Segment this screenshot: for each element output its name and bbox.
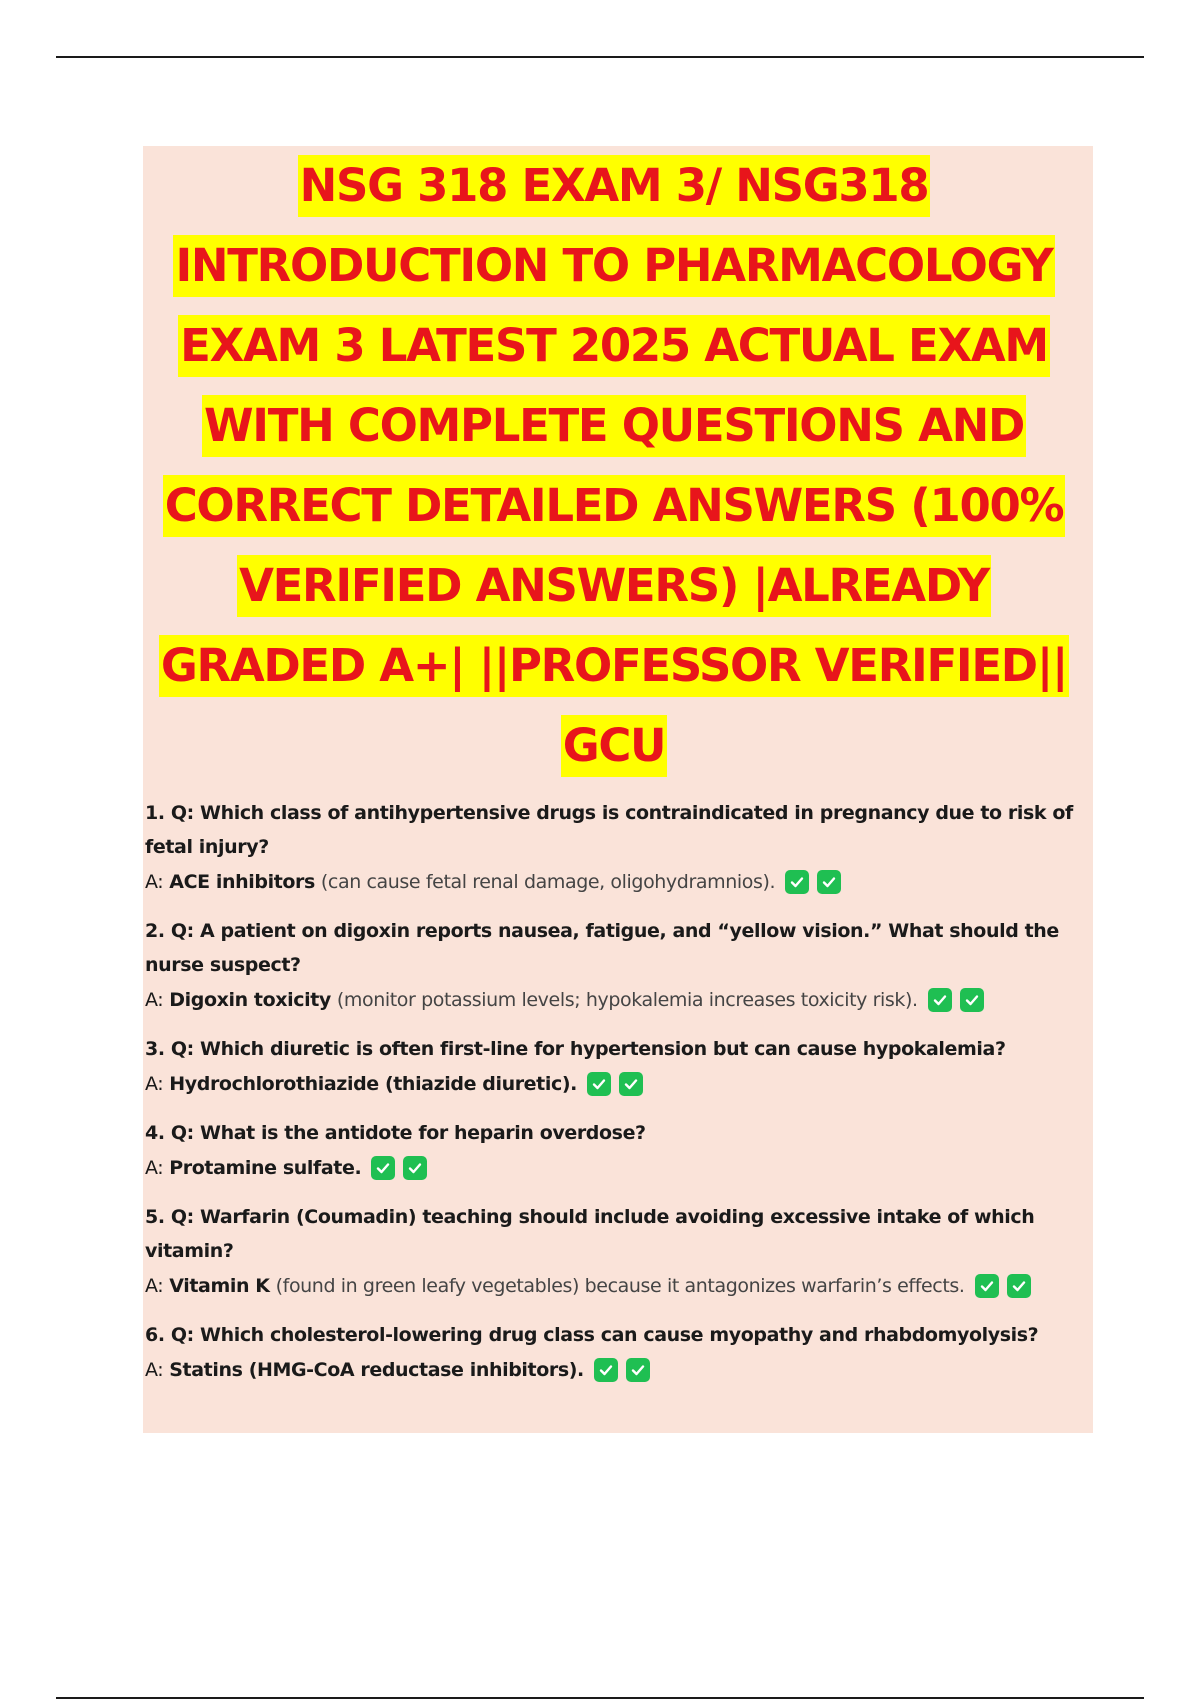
question-text: 5. Q: Warfarin (Coumadin) teaching should include avoiding excessive intake of which vitamin? [145,1206,1035,1262]
answer-term: Protamine sulfate. [169,1157,362,1179]
bottom-rule [56,1697,1144,1699]
answer-detail: (monitor potassium levels; hypokalemia increases toxicity risk). [336,989,918,1011]
answer-prefix: A: [145,989,164,1011]
check-mark-icon [587,1072,611,1096]
title-line: VERIFIED ANSWERS) |ALREADY [237,555,991,617]
check-badges [975,1274,1031,1298]
question-text: 1. Q: Which class of antihypertensive drugs is contraindicated in pregnancy due to risk of fetal injury? [145,802,1073,858]
qa-item [145,914,1083,1018]
answer-term: Vitamin K [169,1275,270,1297]
answer-detail: (can cause fetal renal damage, oligohydramnios). [320,871,776,893]
check-badges [594,1358,650,1382]
answer-line [145,982,1083,1018]
answer-line [145,1066,1083,1102]
answer-term: Digoxin toxicity [169,989,331,1011]
check-mark-icon [928,988,952,1012]
answer-line [145,1268,1083,1304]
answer-prefix: A: [145,1157,164,1179]
title-line: EXAM 3 LATEST 2025 ACTUAL EXAM [178,315,1050,377]
qa-item [145,1032,1083,1102]
answer-prefix: A: [145,1073,164,1095]
question-text: 3. Q: Which diuretic is often first-line for hypertension but can cause hypokalemia? [145,1038,1006,1060]
qa-item [145,1318,1083,1388]
check-badges [785,870,841,894]
check-mark-icon [817,870,841,894]
check-mark-icon [371,1156,395,1180]
title-line: CORRECT DETAILED ANSWERS (100% [163,475,1066,537]
qa-item [145,796,1083,900]
answer-line [145,1150,1083,1186]
check-mark-icon [403,1156,427,1180]
title-line: WITH COMPLETE QUESTIONS AND [202,395,1026,457]
check-badges [928,988,984,1012]
answer-prefix: A: [145,871,164,893]
answer-term: Hydrochlorothiazide (thiazide diuretic). [169,1073,577,1095]
answer-prefix: A: [145,1359,164,1381]
document-panel [143,146,1093,1433]
answer-line [145,864,1083,900]
check-mark-icon [960,988,984,1012]
answer-line [145,1352,1083,1388]
answer-detail: (found in green leafy vegetables) because it antagonizes warfarin’s effects. [275,1275,965,1297]
qa-item [145,1116,1083,1186]
check-mark-icon [1007,1274,1031,1298]
title-line: GRADED A+| ||PROFESSOR VERIFIED|| [159,635,1069,697]
title-line: INTRODUCTION TO PHARMACOLOGY [173,235,1054,297]
check-mark-icon [975,1274,999,1298]
top-rule [56,56,1144,58]
answer-prefix: A: [145,1275,164,1297]
check-mark-icon [626,1358,650,1382]
check-mark-icon [785,870,809,894]
title-line: GCU [561,715,668,777]
check-badges [587,1072,643,1096]
question-text: 6. Q: Which cholesterol-lowering drug class can cause myopathy and rhabdomyolysis? [145,1324,1039,1346]
qa-list [145,796,1083,1388]
question-text: 4. Q: What is the antidote for heparin overdose? [145,1122,646,1144]
check-mark-icon [594,1358,618,1382]
document-title [145,146,1083,786]
check-badges [371,1156,427,1180]
answer-term: ACE inhibitors [169,871,315,893]
answer-term: Statins (HMG-CoA reductase inhibitors). [169,1359,584,1381]
question-text: 2. Q: A patient on digoxin reports nausea, fatigue, and “yellow vision.” What should the nurse suspect? [145,920,1059,976]
check-mark-icon [619,1072,643,1096]
qa-item [145,1200,1083,1304]
title-line: NSG 318 EXAM 3/ NSG318 [298,155,931,217]
